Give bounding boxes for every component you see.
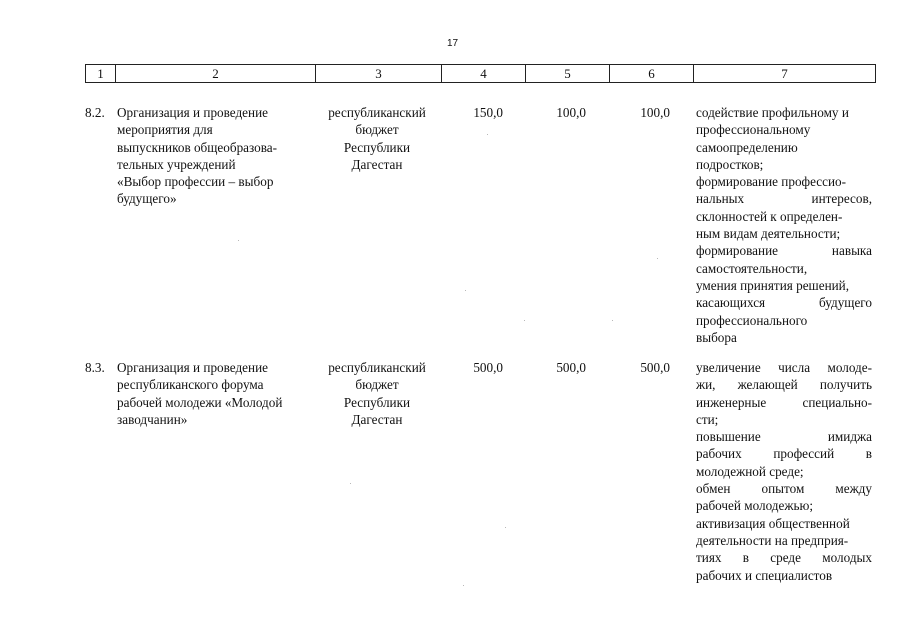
- funding-source-line: Республики: [343, 139, 411, 155]
- column-number-7: 7: [694, 65, 876, 83]
- result-line: рабочей молодежью;: [696, 498, 814, 514]
- column-number-3: 3: [316, 65, 442, 83]
- event-name-line: Организация и проведение: [117, 105, 268, 120]
- item-number: 8.3.: [85, 360, 105, 375]
- result-line: профессионального: [696, 312, 808, 328]
- result-line: содействие профильному и: [696, 105, 849, 120]
- scan-speck: [612, 320, 613, 321]
- amount-col-6: 500,0: [640, 360, 670, 375]
- result-line: деятельности на предприя-: [696, 532, 849, 548]
- scan-speck: [487, 134, 488, 135]
- event-name-line: выпускников общеобразова-: [117, 139, 278, 155]
- event-name: [117, 104, 315, 208]
- item-number: 8.2.: [85, 105, 105, 120]
- result-line: самоопределению: [696, 139, 798, 155]
- result-line: умения принятия решений,: [696, 277, 850, 293]
- amount-col-5: 100,0: [556, 105, 586, 120]
- scan-speck: [238, 240, 239, 241]
- result-line: ным видам деятельности;: [696, 226, 841, 242]
- result-line: инженерные специально-: [696, 394, 872, 410]
- column-number-6: 6: [610, 65, 694, 83]
- funding-source: [317, 104, 437, 173]
- result-line: молодежной среде;: [696, 463, 804, 479]
- result-line: рабочих профессий в: [696, 446, 872, 462]
- result-line: самостоятельности,: [696, 260, 808, 276]
- funding-source-line: бюджет: [355, 377, 399, 393]
- funding-source-line: республиканский: [328, 360, 426, 375]
- event-name-line: республиканского форума: [117, 377, 264, 393]
- result-line: склонностей к определен-: [696, 208, 843, 224]
- funding-source-line: Республики: [343, 394, 411, 410]
- amount-col-5: 500,0: [556, 360, 586, 375]
- result-line: касающихся будущего: [696, 295, 872, 311]
- result-line: выбора: [696, 329, 737, 345]
- event-name-line: рабочей молодежи «Молодой: [117, 394, 283, 410]
- scan-speck: [350, 483, 351, 484]
- scan-speck: [505, 527, 506, 528]
- amount-col-4: 500,0: [473, 360, 503, 375]
- event-name-line: Организация и проведение: [117, 360, 268, 375]
- column-number-row: [86, 65, 876, 83]
- result-line: формирование профессио-: [696, 174, 847, 190]
- amount-col-4: 150,0: [473, 105, 503, 120]
- amount-col-6: 100,0: [640, 105, 670, 120]
- column-number-1: 1: [86, 65, 116, 83]
- result-line: увеличение числа молоде-: [696, 360, 872, 375]
- expected-result: [696, 104, 872, 346]
- result-line: повышение имиджа: [696, 429, 872, 445]
- event-name-line: мероприятия для: [117, 122, 213, 138]
- result-line: жи, желающей получить: [696, 377, 872, 393]
- result-line: сти;: [696, 411, 719, 427]
- funding-source-line: Дагестан: [351, 411, 403, 427]
- event-name-line: тельных учреждений: [117, 156, 236, 172]
- scan-speck: [657, 258, 658, 259]
- page-number: 17: [446, 38, 459, 49]
- result-line: рабочих и специалистов: [696, 567, 833, 583]
- result-line: формирование навыка: [696, 243, 872, 259]
- result-line: обмен опытом между: [696, 481, 872, 497]
- column-number-header: [85, 64, 876, 83]
- funding-source-line: республиканский: [328, 105, 426, 120]
- expected-result: [696, 359, 872, 584]
- event-name-line: будущего»: [117, 191, 177, 207]
- scan-speck: [465, 290, 466, 291]
- funding-source: [317, 359, 437, 428]
- scan-speck: [463, 585, 464, 586]
- funding-source-line: бюджет: [355, 122, 399, 138]
- result-line: тиях в среде молодых: [696, 550, 872, 566]
- column-number-5: 5: [526, 65, 610, 83]
- column-number-4: 4: [442, 65, 526, 83]
- result-line: нальных интересов,: [696, 191, 872, 207]
- scan-speck: [524, 320, 525, 321]
- result-line: подростков;: [696, 156, 764, 172]
- column-number-2: 2: [116, 65, 316, 83]
- result-line: профессиональному: [696, 122, 811, 138]
- event-name-line: заводчанин»: [117, 411, 188, 427]
- funding-source-line: Дагестан: [351, 156, 403, 172]
- event-name: [117, 359, 315, 428]
- result-line: активизация общественной: [696, 515, 850, 531]
- event-name-line: «Выбор профессии – выбор: [117, 174, 274, 190]
